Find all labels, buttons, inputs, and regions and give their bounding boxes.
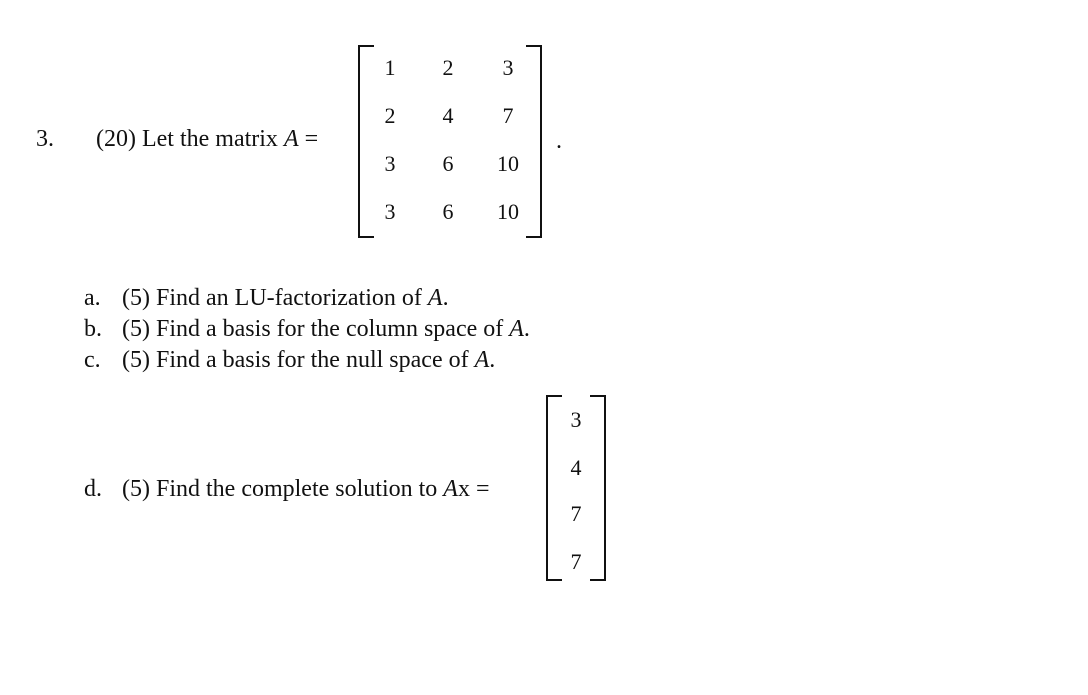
part-end: . <box>523 316 530 342</box>
part-text: (5) Find a basis for the null space of <box>122 347 475 373</box>
matrix-cell: 3 <box>384 151 396 176</box>
part-letter: d. <box>84 476 102 502</box>
part-letter: b. <box>84 316 102 342</box>
part-c <box>84 347 495 374</box>
matrix-cell: 10 <box>497 199 519 224</box>
question-stem-prefix: (20) Let the matrix <box>96 126 284 152</box>
matrix-cell: 6 <box>442 151 454 176</box>
matrix-variable: A <box>427 285 443 311</box>
matrix-cell: 3 <box>502 55 514 80</box>
part-end: . <box>442 285 449 311</box>
part-end: x = <box>457 476 490 502</box>
vector-entry: 7 <box>570 549 582 574</box>
vector-entry: 7 <box>570 501 582 526</box>
vector-b <box>546 395 606 581</box>
matrix-cell: 2 <box>384 103 396 128</box>
matrix-cell: 2 <box>442 55 454 80</box>
question-number: 3. <box>36 126 54 152</box>
vector-left-bracket <box>546 395 562 581</box>
matrix-cell: 6 <box>442 199 454 224</box>
matrix-cell: 1 <box>384 55 396 80</box>
matrix-cell: 3 <box>384 199 396 224</box>
matrix-variable: A <box>283 126 299 152</box>
vector-entry: 3 <box>570 407 582 432</box>
matrix-cell: 4 <box>442 103 454 128</box>
matrix-a <box>358 45 542 238</box>
trailing-period: . <box>556 128 562 154</box>
matrix-variable: A <box>509 316 524 342</box>
matrix-cell: 7 <box>502 103 514 128</box>
question-stem <box>96 126 318 153</box>
matrix-right-bracket <box>526 45 542 238</box>
matrix-variable: A <box>443 476 458 502</box>
vector-right-bracket <box>590 395 606 581</box>
part-text: (5) Find an LU-factorization of <box>122 285 428 311</box>
equals-sign: = <box>298 126 319 152</box>
part-b <box>84 316 530 343</box>
part-text: (5) Find the complete solution to <box>122 476 444 502</box>
part-letter: c. <box>84 347 101 373</box>
part-end: . <box>489 347 496 373</box>
matrix-left-bracket <box>358 45 374 238</box>
matrix-variable: A <box>474 347 490 373</box>
matrix-cell: 10 <box>497 151 519 176</box>
part-a <box>84 285 449 312</box>
part-text: (5) Find a basis for the column space of <box>122 316 510 342</box>
vector-entry: 4 <box>570 455 582 480</box>
part-letter: a. <box>84 285 101 311</box>
part-d <box>84 476 490 503</box>
